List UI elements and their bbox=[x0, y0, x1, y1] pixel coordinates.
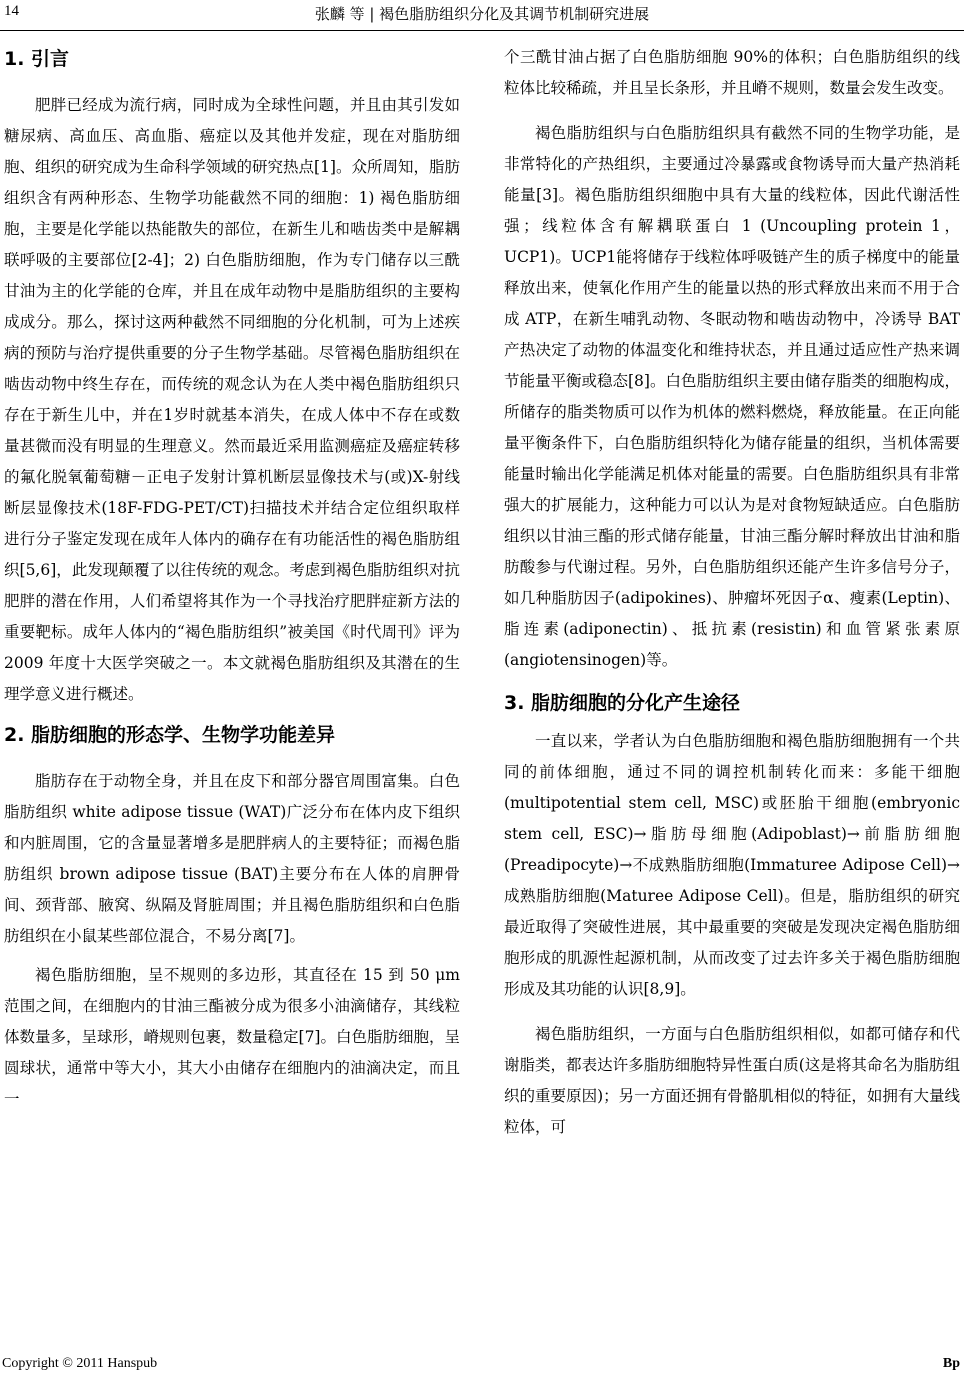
function-paragraph: 褐色脂肪组织与白色脂肪组织具有截然不同的生物学功能，是非常特化的产热组织，主要通过冷暴露或食物诱导而大量产热消耗能量[3]。褐色脂肪组织细胞中具有大量的线粒体，因此代谢活性强；线粒体含有解耦联蛋白 1 (Uncoupling protein 1，UCP1)。UCP1能将储存于线粒体呼吸链产生的质子梯度中的能量释放出来，使氧化作用产生的能量以热的形式释放出来而不用于合成 ATP，在新生哺乳动物、冬眠动物和啮齿动物中，冷诱导 BAT 产热决定了动物的体温变化和维持状态，并且通过适应性产热来调节能量平衡或稳态[8]。白色脂肪组织主要由储存脂类的细胞构成，所储存的脂类物质可以作为机体的燃料燃烧，释放能量。在正向能量平衡条件下，白色脂肪组织特化为储存能量的组织，当机体需要能量时输出化学能满足机体对能量的需要。白色脂肪组织具有非常强大的扩展能力，这种能力可以认为是对食物短缺适应。白色脂肪组织以甘油三酯的形式储存能量，甘油三酯分解时释放出甘油和脂肪酸参与代谢过程。另外，白色脂肪组织还能产生许多信号分子，如几种脂肪因子(adipokines)、肿瘤坏死因子α、瘦素(Leptin)、脂连素(adiponectin)、抵抗素(resistin)和血管紧张素原(angiotensinogen)等。 bbox=[504, 124, 960, 669]
section-1-heading: 1. 引言 bbox=[4, 48, 70, 70]
muscle-features-paragraph: 褐色脂肪组织，一方面与白色脂肪组织相似，如都可储存和代谢脂类，都表达许多脂肪细胞特异性蛋白质(这是将其命名为脂肪组织的重要原因)；另一方面还拥有骨骼肌相似的特征，如拥有大量线粒体，可 bbox=[504, 1025, 960, 1136]
section-3-heading: 3. 脂肪细胞的分化产生途径 bbox=[504, 692, 741, 714]
page-number: 14 bbox=[4, 3, 19, 19]
brown-adipocyte-paragraph: 褐色脂肪细胞，呈不规则的多边形，其直径在 15 到 50 μm 范围之间，在细胞内的甘油三酯被分成为很多小油滴储存，其线粒体数量多，呈球形，嵴规则包裹，数量稳定[7]。白色脂肪细胞，呈圆球状，通常中等大小，其大小由储存在细胞内的油滴决定，而且一 bbox=[4, 966, 460, 1108]
continued-paragraph: 个三酰甘油占据了白色脂肪细胞 90%的体积；白色脂肪组织的线粒体比较稀疏，并且呈长条形，并且嵴不规则，数量会发生改变。 bbox=[504, 48, 960, 97]
journal-abbreviation: Bp bbox=[942, 1356, 960, 1371]
page-header bbox=[0, 0, 964, 31]
page-footer bbox=[0, 1352, 964, 1382]
differentiation-paragraph: 一直以来，学者认为白色脂肪细胞和褐色脂肪细胞拥有一个共同的前体细胞，通过不同的调控机制转化而来：多能干细胞(multipotential stem cell, MSC)或胚胎干细胞(embryonic stem cell, ESC)→脂肪母细胞(Adipoblast)→前脂肪细胞(Preadipocyte)→不成熟脂肪细胞(Immaturee Adipose Cell)→成熟脂肪细胞(Maturee Adipose Cell)。但是，脂肪组织的研究最近取得了突破性进展，其中最重要的突破是发现决定褐色脂肪细胞形成的肌源性起源机制，从而改变了过去许多关于褐色脂肪细胞形成及其功能的认识[8,9]。 bbox=[504, 732, 960, 998]
intro-paragraph: 肥胖已经成为流行病，同时成为全球性问题，并且由其引发如糖尿病、高血压、高血脂、癌症以及其他并发症，现在对脂肪细胞、组织的研究成为生命科学领域的研究热点[1]。众所周知，脂肪组织含有两种形态、生物学功能截然不同的细胞：1) 褐色脂肪细胞，主要是化学能以热能散失的部位，在新生儿和啮齿类中是解耦联呼吸的主要部位[2-4]；2) 白色脂肪细胞，作为专门储存以三酰甘油为主的化学能的仓库，并且在成年动物中是脂肪组织的主要构成成分。那么，探讨这两种截然不同细胞的分化机制，可为上述疾病的预防与治疗提供重要的分子生物学基础。尽管褐色脂肪组织在啮齿动物中终生存在，而传统的观念认为在人类中褐色脂肪组织只存在于新生儿中，并在1岁时就基本消失，在成人体中不存在或数量甚微而没有明显的生理意义。然而最近采用监测癌症及癌症转移的氟化脱氧葡萄糖－正电子发射计算机断层显像技术与(或)X-射线断层显像技术(18F-FDG-PET/CT)扫描技术并结合定位组织取样进行分子鉴定发现在成年人体内的确存在有功能活性的褐色脂肪组织[5,6]，此发现颠覆了以往传统的观念。考虑到褐色脂肪组织对抗肥胖的潜在作用，人们希望将其作为一个寻找治疗肥胖症新方法的重要靶标。成年人体内的“褐色脂肪组织”被美国《时代周刊》评为 2009 年度十大医学突破之一。本文就褐色脂肪组织及其潜在的生理学意义进行概述。 bbox=[4, 96, 460, 703]
section-2-heading: 2. 脂肪细胞的形态学、生物学功能差异 bbox=[4, 724, 336, 746]
left-column bbox=[4, 42, 460, 1115]
right-column bbox=[504, 42, 960, 1143]
running-title: 张麟 等 | 褐色脂肪组织分化及其调节机制研究进展 bbox=[314, 5, 650, 23]
copyright-text: Copyright © 2011 Hanspub bbox=[2, 1356, 158, 1371]
fat-distribution-paragraph: 脂肪存在于动物全身，并且在皮下和部分器官周围富集。白色脂肪组织 white adipose tissue (WAT)广泛分布在体内皮下组织和内脏周围，它的含量显著增多是肥胖病人的主要特征；而褐色脂肪组织 brown adipose tissue (BAT)主要分布在人体的肩胛骨间、颈背部、腋窝、纵隔及肾脏周围；并且褐色脂肪组织和白色脂肪组织在小鼠某些部位混合，不易分离[7]。 bbox=[4, 772, 460, 945]
